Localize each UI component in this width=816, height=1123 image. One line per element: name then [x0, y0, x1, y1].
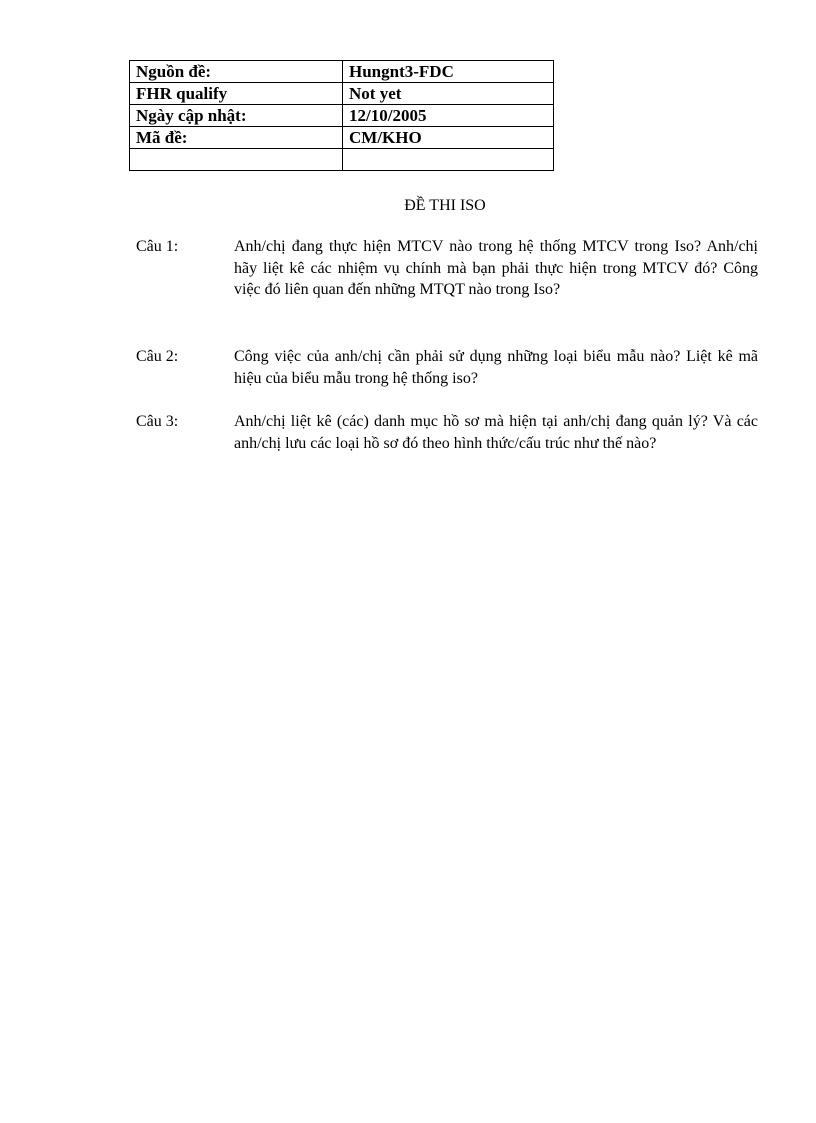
- exam-code-label: Mã đề:: [130, 127, 343, 149]
- exam-code-value: CM/KHO: [343, 127, 554, 149]
- page-title: ĐỀ THI ISO: [404, 197, 486, 214]
- table-row: [130, 149, 554, 171]
- table-row: [130, 61, 554, 83]
- question-3: [136, 411, 758, 454]
- question-3-label: Câu 3:: [136, 413, 179, 430]
- source-value: Hungnt3-FDC: [343, 61, 554, 83]
- update-date-label: Ngày cập nhật:: [130, 105, 343, 127]
- empty-label-cell: [130, 149, 343, 171]
- question-2: [136, 346, 758, 389]
- source-label: Nguồn đề:: [130, 61, 343, 83]
- question-2-text: Công việc của anh/chị cần phải sử dụng những loại biểu mẫu nào? Liệt kê mã hiệu của biểu mẫu trong hệ thống iso?: [234, 348, 758, 387]
- table-row: [130, 127, 554, 149]
- table-row: [130, 83, 554, 105]
- question-1: [136, 236, 758, 301]
- question-1-text: Anh/chị đang thực hiện MTCV nào trong hệ thống MTCV trong Iso? Anh/chị hãy liệt kê các nhiệm vụ chính mà bạn phải thực hiện trong MTCV đó? Công việc đó liên quan đến những MTQT nào trong Iso?: [234, 238, 758, 298]
- fhr-qualify-value: Not yet: [343, 83, 554, 105]
- fhr-qualify-label: FHR qualify: [130, 83, 343, 105]
- question-2-label: Câu 2:: [136, 348, 179, 365]
- question-1-label: Câu 1:: [136, 238, 179, 255]
- empty-value-cell: [343, 149, 554, 171]
- table-row: [130, 105, 554, 127]
- exam-info-table: [129, 60, 554, 171]
- update-date-value: 12/10/2005: [343, 105, 554, 127]
- question-3-text: Anh/chị liệt kê (các) danh mục hồ sơ mà hiện tại anh/chị đang quản lý? Và các anh/chị lưu các loại hồ sơ đó theo hình thức/cấu trúc như thế nào?: [234, 413, 758, 452]
